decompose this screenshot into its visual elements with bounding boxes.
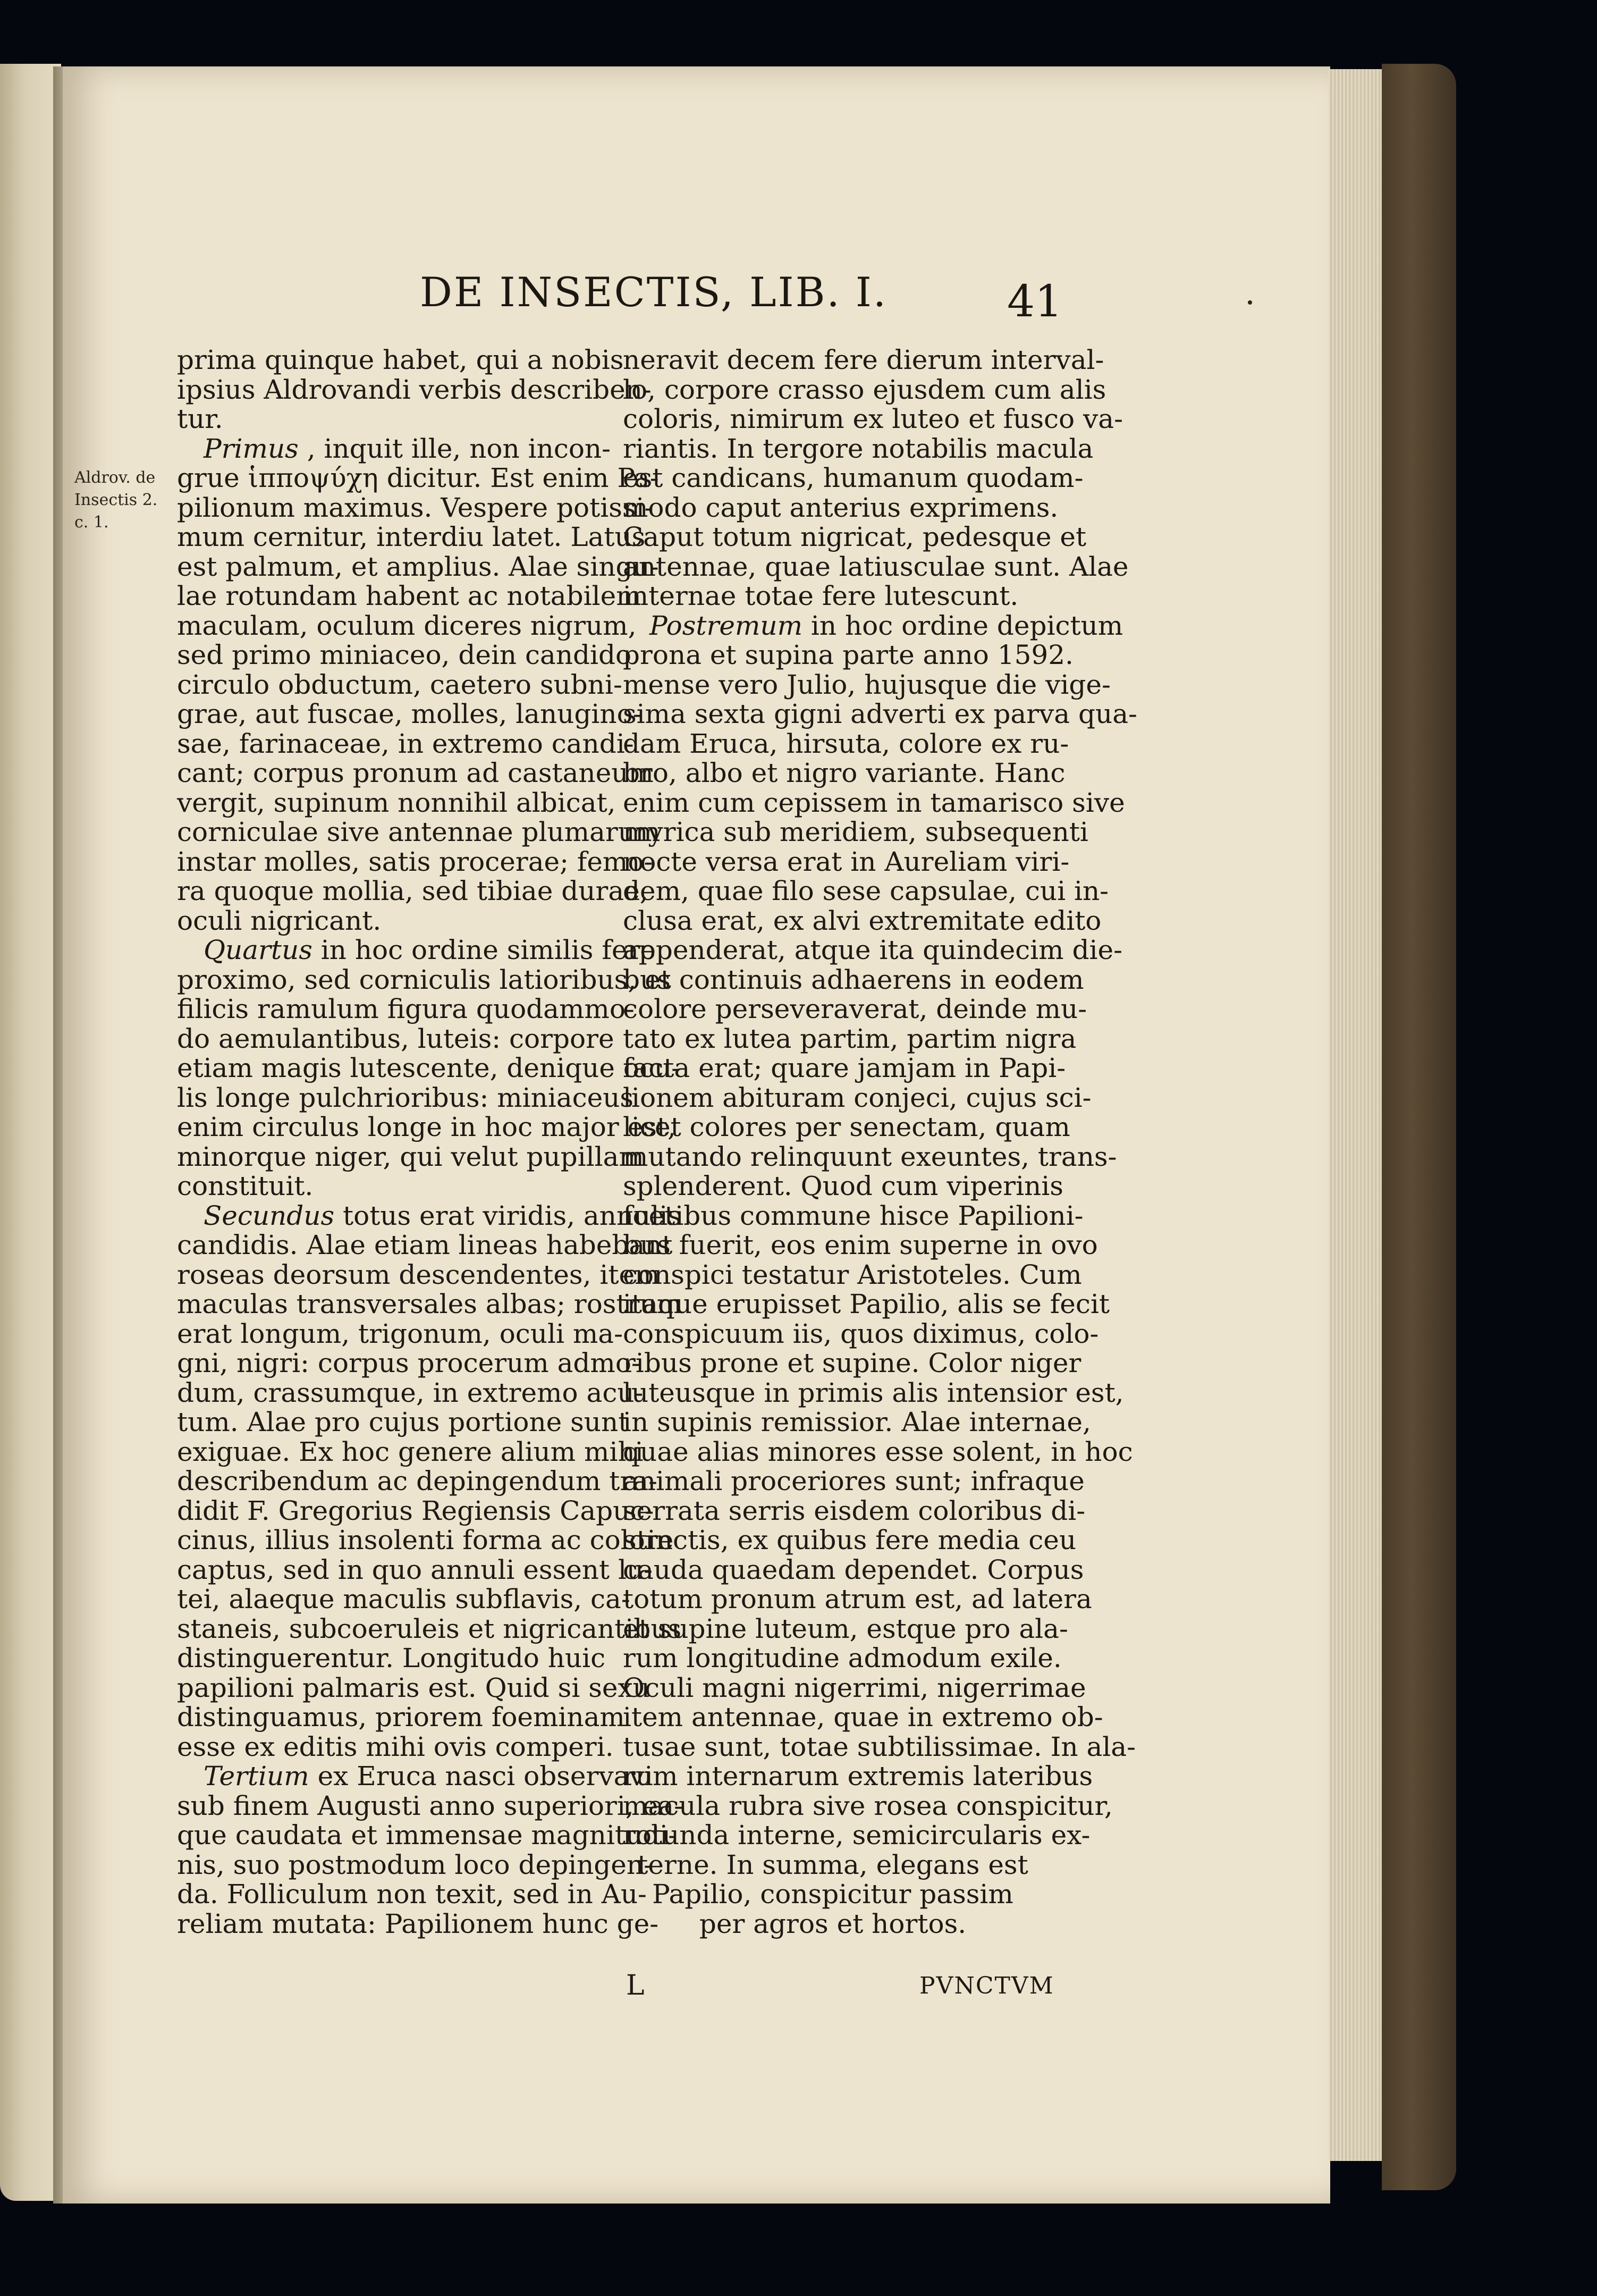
text-line: nocte versa erat in Aureliam viri-	[623, 846, 1070, 877]
text-line: cant; corpus pronum ad castaneum	[177, 758, 654, 788]
text-line: foetibus commune hisce Papilioni-	[623, 1200, 1084, 1231]
text-line: Quartus in hoc ordine similis fere	[204, 935, 656, 965]
text-line: Postremum in hoc ordine depictum	[649, 610, 1123, 641]
text-line: circulo obductum, caetero subni-	[177, 669, 622, 700]
text-line: clusa erat, ex alvi extremitate edito	[623, 905, 1102, 936]
text-line: gni, nigri: corpus procerum admo-	[177, 1348, 640, 1378]
text-line: serrata serris eisdem coloribus di-	[623, 1495, 1086, 1526]
text-line: rum longitudine admodum exile.	[623, 1643, 1062, 1673]
text-line: bus continuis adhaerens in eodem	[623, 964, 1084, 995]
text-line: esse ex editis mihi ovis comperi.	[177, 1731, 614, 1762]
catchword: PVNCTVM	[919, 1972, 1054, 1999]
text-line: Primus , inquit ille, non incon-	[204, 433, 611, 464]
text-line: rotunda interne, semicircularis ex-	[623, 1820, 1091, 1851]
text-line: mum cernitur, interdiu latet. Latus	[177, 522, 646, 552]
text-line: Tertium ex Eruca nasci observavi	[204, 1761, 653, 1792]
text-line: prona et supina parte anno 1592.	[623, 640, 1074, 670]
text-line: que caudata et immensae magnitudi-	[177, 1820, 678, 1851]
text-line: sae, farinaceae, in extremo candi-	[177, 728, 634, 759]
text-line: luteusque in primis alis intensior est,	[623, 1377, 1124, 1408]
text-line: tur.	[177, 403, 223, 434]
text-line: tum. Alae pro cujus portione sunt	[177, 1407, 629, 1437]
left-text-column	[177, 344, 683, 1939]
text-line: distinguerentur. Longitudo huic	[177, 1643, 606, 1673]
text-line: licet colores per senectam, quam	[623, 1112, 1070, 1142]
text-line: itaque erupisset Papilio, alis se fecit	[623, 1289, 1110, 1319]
text-line: grue ἱπποψύχη dicitur. Est enim Pa-	[177, 462, 659, 493]
text-line: lionem abituram conjeci, cujus sci-	[623, 1082, 1092, 1113]
text-line: terne. In summa, elegans est	[637, 1849, 1028, 1880]
marginal-note-line: Aldrov. de	[74, 468, 156, 487]
text-line: reliam mutata: Papilionem hunc ge-	[177, 1908, 659, 1939]
text-line: Oculi magni nigerrimi, nigerrimae	[623, 1672, 1086, 1703]
text-line: distinguamus, priorem foeminam	[177, 1702, 625, 1732]
ink-speck	[1248, 300, 1252, 305]
text-line: quae alias minores esse solent, in hoc	[623, 1436, 1133, 1467]
text-line: colore perseveraverat, deinde mu-	[623, 994, 1087, 1024]
text-line: appenderat, atque ita quindecim die-	[623, 935, 1122, 965]
text-line: Papilio, conspicitur passim	[652, 1879, 1013, 1910]
text-line: conspicuum iis, quos diximus, colo-	[623, 1318, 1099, 1349]
text-line: dem, quae filo sese capsulae, cui in-	[623, 876, 1109, 906]
text-line: lo, corpore crasso ejusdem cum alis	[623, 374, 1106, 405]
text-line: sima sexta gigni adverti ex parva qua-	[623, 699, 1137, 729]
text-line: vergit, supinum nonnihil albicat,	[177, 787, 616, 818]
text-line: stinctis, ex quibus fere media ceu	[623, 1525, 1077, 1555]
text-line: est palmum, et amplius. Alae singu-	[177, 551, 659, 582]
marginal-note	[74, 467, 157, 534]
text-line: animali proceriores sunt; infraque	[623, 1466, 1085, 1496]
text-line: myrica sub meridiem, subsequenti	[623, 817, 1088, 847]
text-line: antennae, quae latiusculae sunt. Alae	[623, 551, 1129, 582]
text-line: tusae sunt, totae subtilissimae. In ala-	[623, 1731, 1136, 1762]
text-line: sub finem Augusti anno superiori, ea-	[177, 1790, 683, 1821]
text-line: ipsius Aldrovandi verbis describen-	[177, 374, 652, 405]
text-line: enim circulus longe in hoc major est,	[177, 1112, 676, 1142]
text-line: tato ex lutea partim, partim nigra	[623, 1023, 1077, 1054]
text-line: ra quoque mollia, sed tibiae durae,	[177, 876, 648, 906]
text-line: totum pronum atrum est, ad latera	[623, 1584, 1092, 1614]
text-line: proximo, sed corniculis latioribus, et	[177, 964, 671, 995]
text-line: maculam, oculum diceres nigrum,	[177, 610, 637, 641]
text-line: ribus prone et supine. Color niger	[623, 1348, 1081, 1378]
text-line: conspici testatur Aristoteles. Cum	[623, 1259, 1082, 1290]
text-line: corniculae sive antennae plumarum	[177, 817, 661, 847]
text-line: didit F. Gregorius Regiensis Capuc-	[177, 1495, 654, 1526]
text-line: per agros et hortos.	[699, 1908, 967, 1939]
text-line: oculi nigricant.	[177, 905, 382, 936]
text-line: describendum ac depingendum tra-	[177, 1466, 657, 1496]
right-text-column	[623, 344, 1137, 1939]
text-line: in supinis remissior. Alae internae,	[623, 1407, 1091, 1437]
text-line: tei, alaeque maculis subflavis, ca-	[177, 1584, 630, 1614]
text-line: bus fuerit, eos enim superne in ovo	[623, 1230, 1098, 1260]
text-line: cauda quaedam dependet. Corpus	[623, 1554, 1084, 1585]
text-line: splenderent. Quod cum viperinis	[623, 1171, 1063, 1201]
text-line: pilionum maximus. Vespere potissi-	[177, 492, 654, 523]
text-line: enim cum cepissem in tamarisco sive	[623, 787, 1125, 818]
text-line: instar molles, satis procerae; femo-	[177, 846, 653, 877]
facing-page-edge	[0, 64, 61, 2201]
running-title: DE INSECTIS, LIB. I.	[420, 268, 888, 316]
marginal-note-line: c. 1.	[74, 513, 109, 532]
text-line: dum, crassumque, in extremo acu-	[177, 1377, 644, 1408]
text-line: item antennae, quae in extremo ob-	[623, 1702, 1103, 1732]
text-line: lae rotundam habent ac notabilem	[177, 581, 641, 611]
text-line: da. Folliculum non texit, sed in Au-	[177, 1879, 647, 1910]
text-line: macula rubra sive rosea conspicitur,	[623, 1790, 1113, 1821]
text-line: bro, albo et nigro variante. Hanc	[623, 758, 1066, 788]
page-number: 41	[1007, 276, 1063, 327]
text-line: constituit.	[177, 1171, 314, 1201]
text-line: nis, suo postmodum loco depingen-	[177, 1849, 653, 1880]
text-line: Caput totum nigricat, pedesque et	[623, 522, 1087, 552]
text-line: grae, aut fuscae, molles, lanugino-	[177, 699, 642, 729]
text-line: maculas transversales albas; rostrum	[177, 1289, 682, 1319]
book-cover	[1382, 64, 1456, 2190]
text-line: Secundus totus erat viridis, annulis	[204, 1200, 681, 1231]
text-line: staneis, subcoeruleis et nigricantibus	[177, 1613, 682, 1644]
text-line: etiam magis lutescente, denique ocu-	[177, 1053, 681, 1083]
text-line: modo caput anterius exprimens.	[623, 492, 1059, 523]
text-line: est candicans, humanum quodam-	[623, 462, 1084, 493]
text-line: papilioni palmaris est. Quid si sexu	[177, 1672, 650, 1703]
text-line: cinus, illius insolenti forma ac colore	[177, 1525, 674, 1555]
text-line: neravit decem fere dierum interval-	[623, 344, 1104, 375]
text-line: minorque niger, qui velut pupillam	[177, 1141, 644, 1172]
text-line: erat longum, trigonum, oculi ma-	[177, 1318, 623, 1349]
text-line: et supine luteum, estque pro ala-	[623, 1613, 1068, 1644]
text-line: rum internarum extremis lateribus	[623, 1761, 1093, 1792]
text-line: mutando relinquunt exeuntes, trans-	[623, 1141, 1117, 1172]
page-block-edges	[1329, 69, 1390, 2161]
text-line: riantis. In tergore notabilis macula	[623, 433, 1094, 464]
signature-mark: L	[626, 1970, 645, 2001]
text-line: sed primo miniaceo, dein candido	[177, 640, 632, 670]
text-line: captus, sed in quo annuli essent lu-	[177, 1554, 653, 1585]
text-line: facta erat; quare jamjam in Papi-	[623, 1053, 1066, 1083]
text-line: dam Eruca, hirsuta, colore ex ru-	[623, 728, 1069, 759]
text-line: filicis ramulum figura quodammo-	[177, 994, 635, 1024]
text-line: lis longe pulchrioribus: miniaceus	[177, 1082, 634, 1113]
text-line: do aemulantibus, luteis: corpore	[177, 1023, 614, 1054]
text-line: internae totae fere lutescunt.	[623, 581, 1019, 611]
marginal-note-line: Insectis 2.	[74, 491, 158, 509]
text-line: candidis. Alae etiam lineas habebant	[177, 1230, 673, 1260]
text-line: roseas deorsum descendentes, item	[177, 1259, 660, 1290]
text-line: coloris, nimirum ex luteo et fusco va-	[623, 403, 1123, 434]
text-line: prima quinque habet, qui a nobis	[177, 344, 624, 375]
text-line: exiguae. Ex hoc genere alium mihi	[177, 1436, 644, 1467]
text-line: mense vero Julio, hujusque die vige-	[623, 669, 1111, 700]
